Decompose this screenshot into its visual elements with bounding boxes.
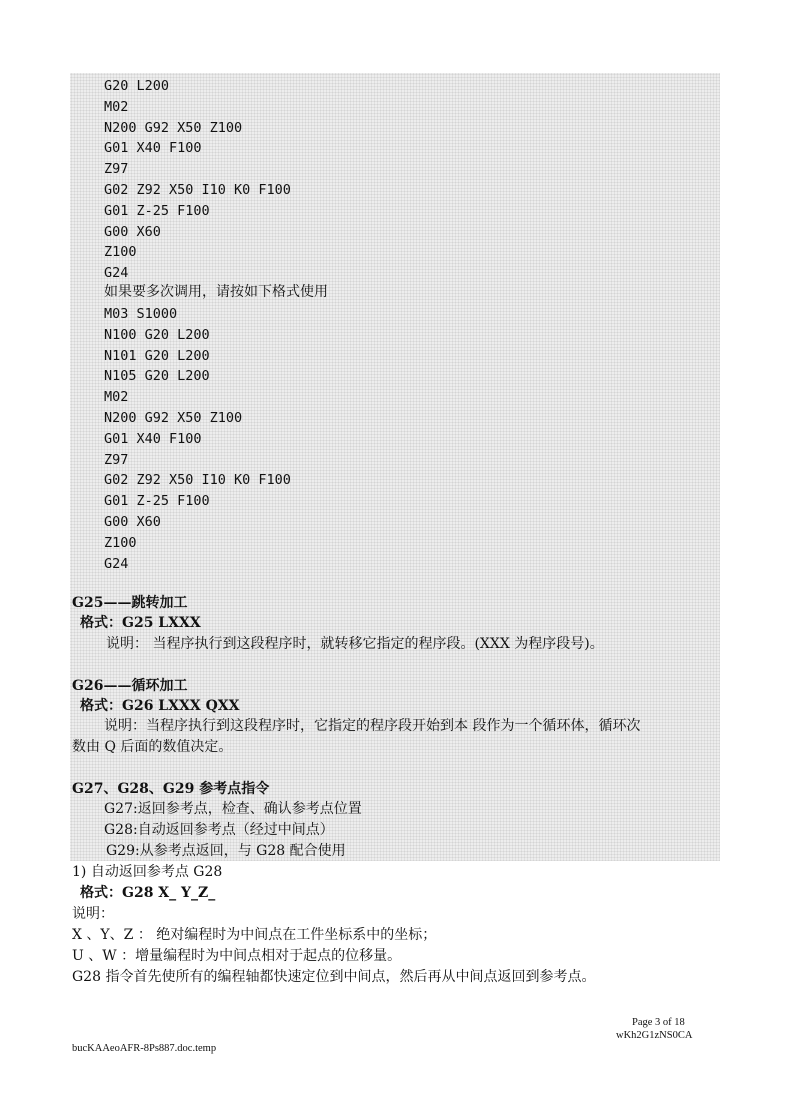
g28-item: G28:自动返回参考点（经过中间点） bbox=[104, 822, 334, 838]
g25-note: 说明： 当程序执行到这段程序时，就转移它指定的程序段。(XXX 为程序段号)。 bbox=[106, 636, 604, 652]
code-line: M02 bbox=[104, 389, 129, 406]
code-line: M02 bbox=[104, 98, 129, 115]
code-line: Z97 bbox=[104, 161, 129, 178]
code-line: M03 S1000 bbox=[104, 306, 178, 322]
g29-item: G29:从参考点返回，与 G28 配合使用 bbox=[106, 843, 346, 859]
code-line: Z100 bbox=[104, 534, 137, 551]
code-line: N105 G20 L200 bbox=[104, 368, 210, 385]
xz-description: X 、Y、Z ： 绝对编程时为中间点在工件坐标系中的坐标； bbox=[72, 927, 437, 943]
code-line: G00 X60 bbox=[104, 223, 161, 240]
code-line: G24 bbox=[104, 265, 129, 282]
code-line: G24 bbox=[104, 555, 129, 572]
multi-call-text: 如果要多次调用，请按如下格式使用 bbox=[104, 284, 328, 300]
g27-item: G27:返回参考点，检查、确认参考点位置 bbox=[104, 801, 362, 817]
code-line: G00 X60 bbox=[104, 514, 161, 530]
code-line: G01 X40 F100 bbox=[104, 430, 202, 447]
code-line: N100 G20 L200 bbox=[104, 326, 210, 343]
doc-code: wKh2G1zNS0CA bbox=[616, 1030, 693, 1041]
auto-return-title: 1) 自动返回参考点 G28 bbox=[72, 864, 223, 880]
g27-heading: G27、G28、G29 参考点指令 bbox=[72, 781, 270, 797]
code-line: G02 Z92 X50 I10 K0 F100 bbox=[104, 472, 291, 489]
g26-heading: G26——循环加工 bbox=[72, 678, 188, 694]
code-line: G01 Z-25 F100 bbox=[104, 202, 210, 219]
file-name: bucKAAeoAFR-8Ps887.doc.temp bbox=[72, 1043, 217, 1054]
g26-format: 格式：G26 LXXX QXX bbox=[80, 698, 240, 714]
g26-note-line1: 说明：当程序执行到这段程序时，它指定的程序段开始到本 段作为一个循环体，循环次 bbox=[104, 718, 641, 734]
code-line: G01 Z-25 F100 bbox=[104, 493, 210, 510]
g25-format: 格式：G25 LXXX bbox=[80, 615, 201, 631]
g25-heading: G25——跳转加工 bbox=[72, 595, 188, 611]
g28-description: G28 指令首先使所有的编程轴都快速定位到中间点，然后再从中间点返回到参考点。 bbox=[72, 969, 596, 985]
code-line: Z97 bbox=[104, 451, 129, 468]
auto-return-note-label: 说明： bbox=[72, 906, 114, 922]
code-line: Z100 bbox=[104, 244, 137, 261]
page-number: Page 3 of 18 bbox=[632, 1017, 685, 1028]
g26-note-line2: 数由 Q 后面的数值决定。 bbox=[72, 739, 233, 755]
code-line: G01 X40 F100 bbox=[104, 140, 202, 157]
code-line: G02 Z92 X50 I10 K0 F100 bbox=[104, 182, 291, 198]
uw-description: U 、W ：增量编程时为中间点相对于起点的位移量。 bbox=[72, 948, 402, 964]
code-line: N101 G20 L200 bbox=[104, 347, 210, 364]
auto-return-format: 格式：G28 X_ Y_Z_ bbox=[80, 885, 216, 901]
code-line: N200 G92 X50 Z100 bbox=[104, 119, 243, 136]
code-line: N200 G92 X50 Z100 bbox=[104, 410, 243, 426]
code-line: G20 L200 bbox=[104, 78, 170, 94]
